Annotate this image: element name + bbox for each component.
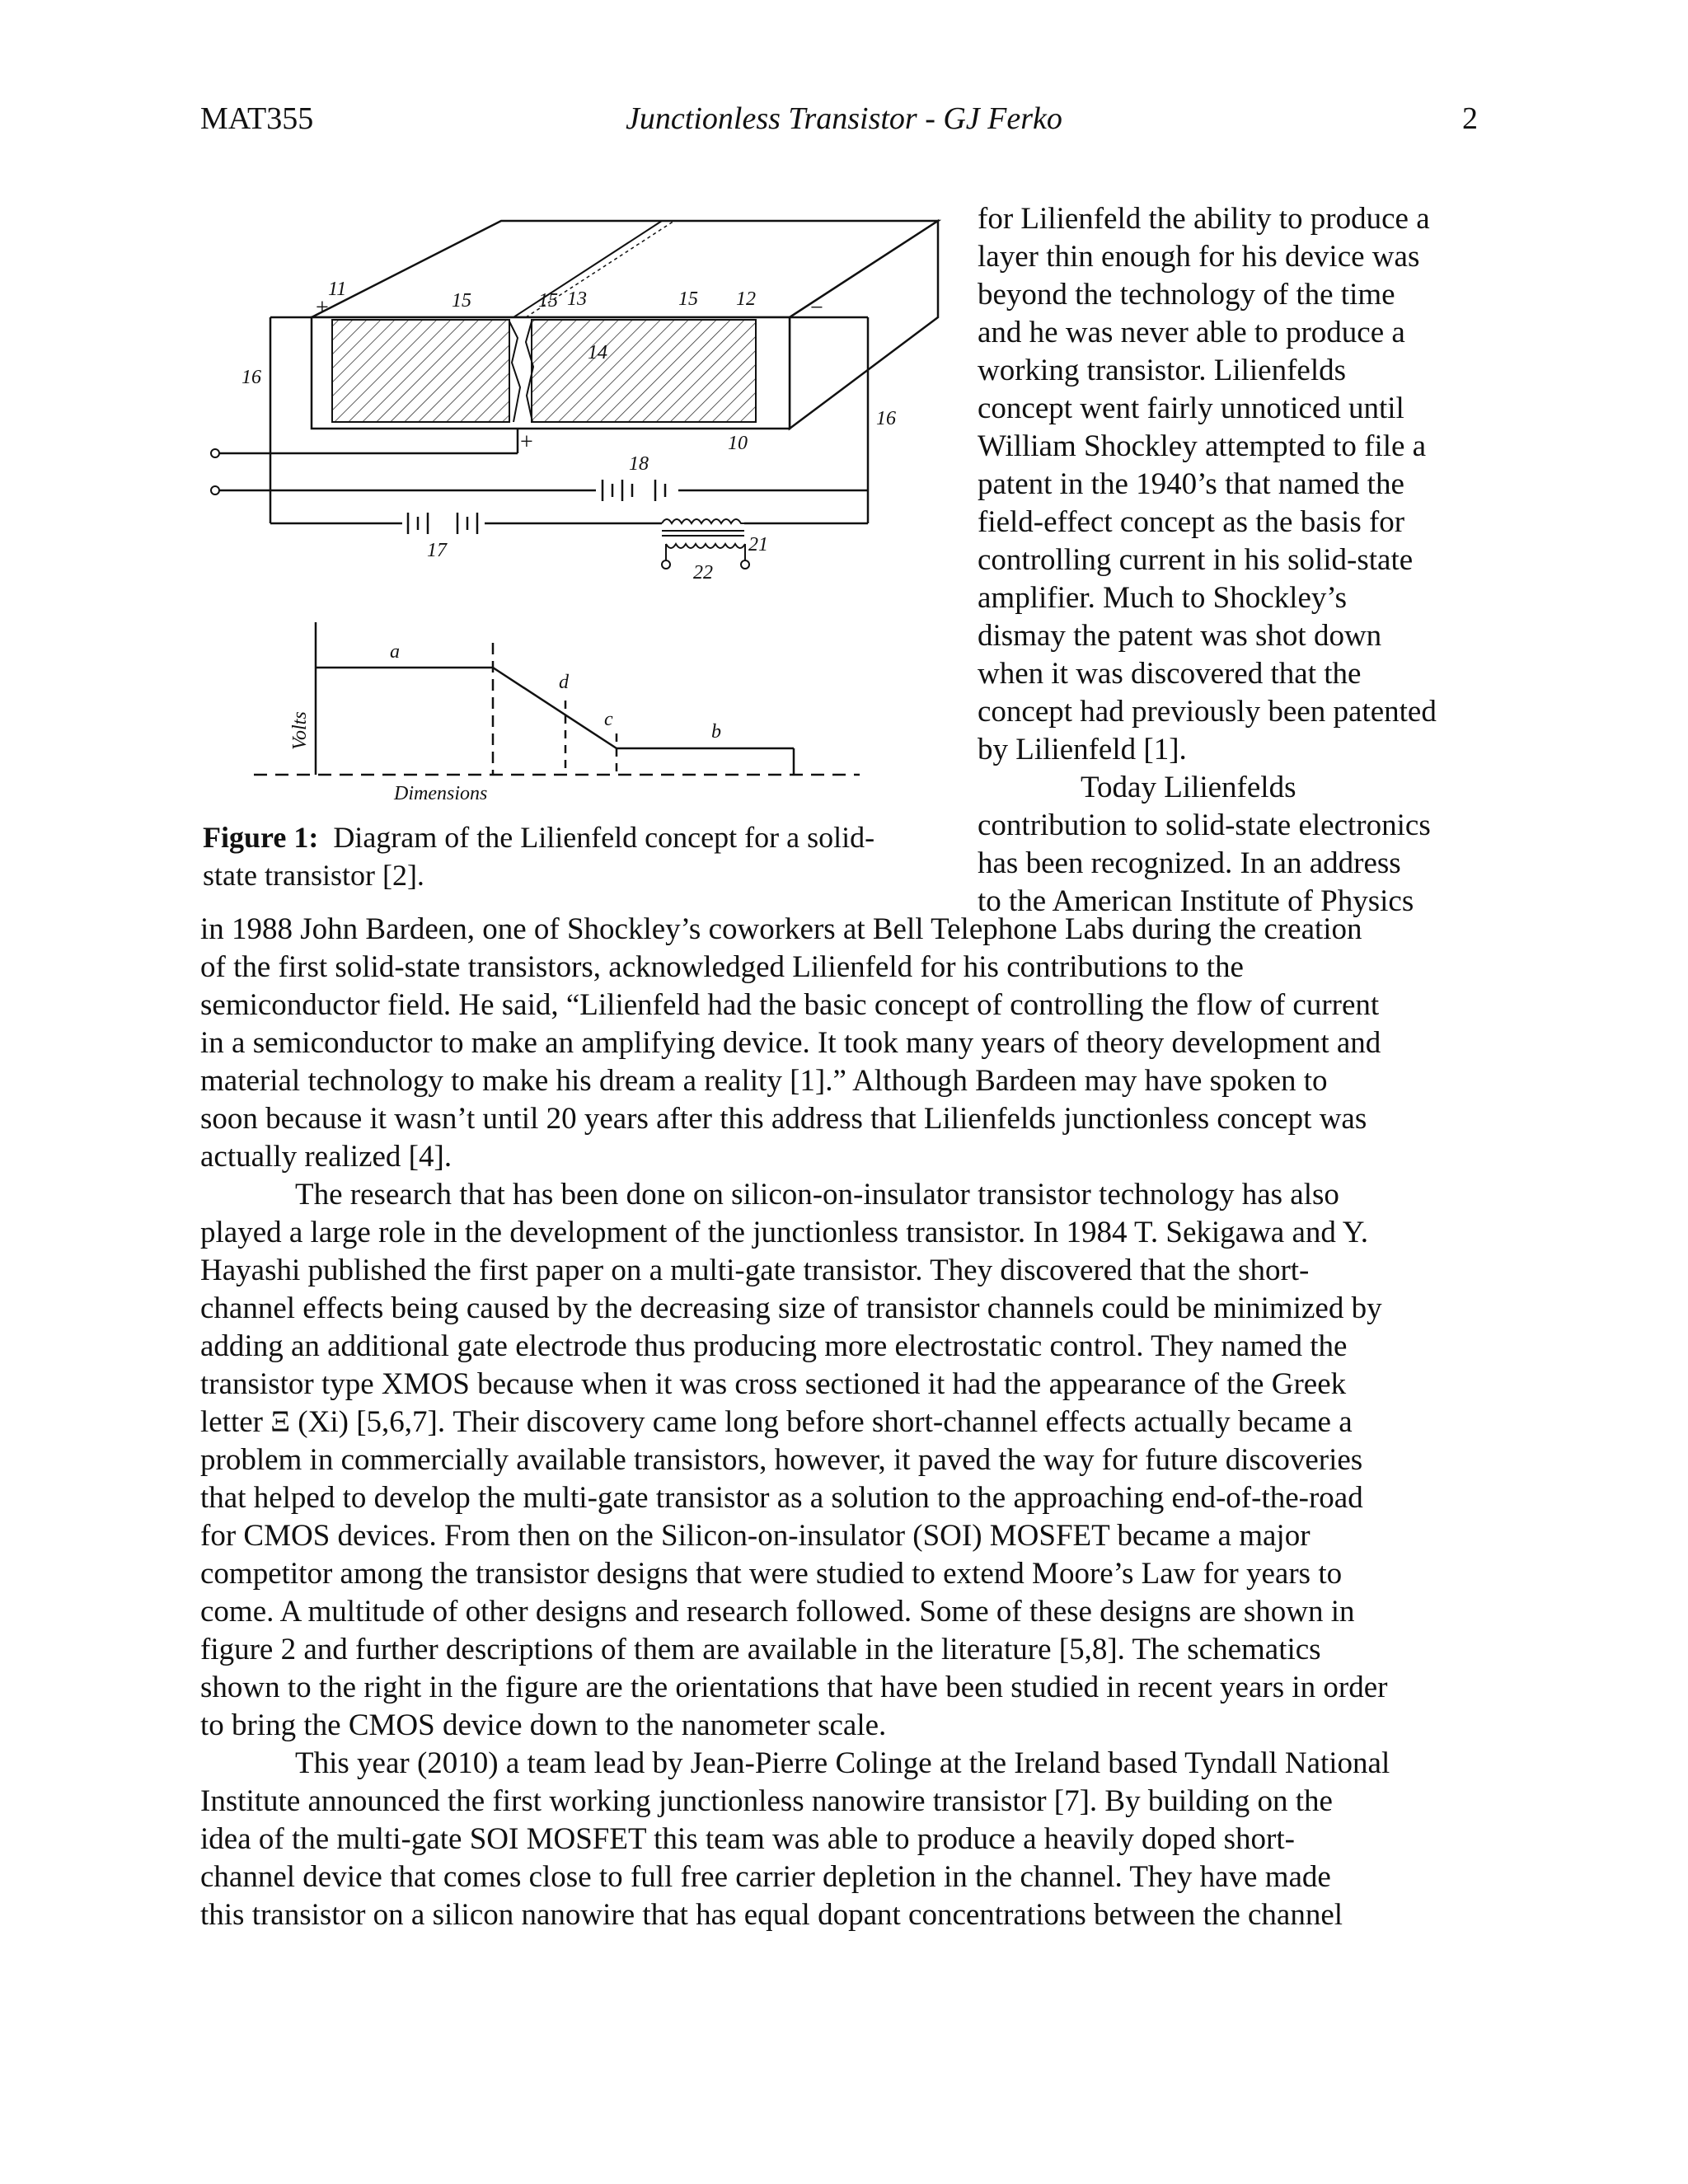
label-d: d	[559, 672, 569, 693]
text-line: when it was discovered that the	[978, 657, 1362, 691]
figure-1	[200, 206, 959, 816]
text-line: figure 2 and further descriptions of them are available in the literature [5,8]. The schematics	[200, 1633, 1321, 1666]
header-title: Junctionless Transistor - GJ Ferko	[626, 101, 1062, 136]
label-a: a	[390, 641, 400, 663]
label-12: 12	[736, 288, 756, 310]
transformer-21-22	[662, 519, 749, 569]
text-line: competitor among the transistor designs that were studied to extend Moore’s Law for years to	[200, 1557, 1343, 1591]
text-line: transistor type XMOS because when it was cross sectioned it had the appearance of the Greek	[200, 1367, 1347, 1401]
text-line: Institute announced the first working junctionless nanowire transistor [7]. By building on the	[200, 1784, 1333, 1818]
caption-label: Figure 1:	[203, 821, 319, 854]
battery-18	[603, 480, 665, 501]
label-13: 13	[567, 288, 587, 310]
text-line: This year (2010) a team lead by Jean-Pierre Colinge at the Ireland based Tyndall National	[295, 1746, 1390, 1780]
text-line: concept went fairly unnoticed until	[978, 391, 1404, 425]
text-line: by Lilienfeld [1].	[978, 733, 1187, 766]
text-line: channel effects being caused by the decreasing size of transistor channels could be minimized by	[200, 1291, 1382, 1325]
text-line: channel device that comes close to full free carrier depletion in the channel. They have made	[200, 1860, 1331, 1894]
text-line: has been recognized. In an address	[978, 846, 1401, 880]
caption-text-1: Diagram of the Lilienfeld concept for a solid-	[333, 821, 875, 854]
label-18: 18	[629, 453, 649, 475]
right-column-text	[978, 200, 1493, 921]
text-line: layer thin enough for his device was	[978, 240, 1420, 274]
caption-text-2: state transistor [2].	[203, 859, 424, 892]
text-line: Hayashi published the first paper on a multi-gate transistor. They discovered that the short-	[200, 1254, 1310, 1287]
text-line: material technology to make his dream a reality [1].” Although Bardeen may have spoken to	[200, 1064, 1328, 1098]
label-15b: 15	[538, 290, 558, 312]
text-line: soon because it wasn’t until 20 years after this address that Lilienfelds junctionless concept was	[200, 1102, 1367, 1136]
body-text	[200, 911, 1494, 1934]
label-10: 10	[728, 433, 748, 454]
figure-1-caption	[203, 818, 957, 894]
text-line: to bring the CMOS device down to the nanometer scale.	[200, 1708, 887, 1742]
label-dimensions: Dimensions	[394, 783, 488, 804]
text-line: patent in the 1940’s that named the	[978, 467, 1404, 501]
text-line: idea of the multi-gate SOI MOSFET this team was able to produce a heavily doped short-	[200, 1822, 1295, 1856]
text-line: this transistor on a silicon nanowire that has equal dopant concentrations between the channel	[200, 1898, 1343, 1932]
voltage-graph	[254, 622, 860, 775]
label-15a: 15	[452, 290, 471, 312]
text-line: beyond the technology of the time	[978, 278, 1395, 312]
label-plus-left: +	[316, 295, 329, 321]
text-line: semiconductor field. He said, “Lilienfeld had the basic concept of controlling the flow of current	[200, 988, 1380, 1022]
header-page-number: 2	[1462, 101, 1478, 136]
text-line: The research that has been done on silicon-on-insulator transistor technology has also	[295, 1178, 1339, 1212]
text-line: to the American Institute of Physics	[978, 884, 1414, 918]
label-b: b	[711, 721, 721, 743]
label-11: 11	[328, 279, 347, 300]
text-line: for CMOS devices. From then on the Silicon-on-insulator (SOI) MOSFET became a major	[200, 1519, 1311, 1553]
text-line: controlling current in his solid-state	[978, 543, 1414, 577]
text-line: shown to the right in the figure are the orientations that have been studied in recent years in order	[200, 1671, 1388, 1704]
text-line: of the first solid-state transistors, acknowledged Lilienfeld for his contributions to the	[200, 950, 1244, 984]
text-line: letter Ξ (Xi) [5,6,7]. Their discovery came long before short-channel effects actually became a	[200, 1405, 1353, 1439]
layer-right	[532, 320, 756, 422]
text-line: played a large role in the development of the junctionless transistor. In 1984 T. Sekigawa and Y.	[200, 1216, 1368, 1249]
text-line: dismay the patent was shot down	[978, 619, 1382, 653]
lilienfeld-diagram	[200, 206, 959, 816]
text-line: working transistor. Lilienfelds	[978, 354, 1347, 387]
text-line: Today Lilienfelds	[1081, 771, 1296, 804]
label-22: 22	[693, 562, 713, 583]
label-15c: 15	[678, 288, 698, 310]
label-plus-center: +	[520, 429, 533, 455]
label-16-left: 16	[241, 367, 261, 388]
label-21: 21	[748, 534, 768, 555]
text-line: field-effect concept as the basis for	[978, 505, 1405, 539]
text-line: concept had previously been patented	[978, 695, 1437, 729]
text-line: in 1988 John Bardeen, one of Shockley’s coworkers at Bell Telephone Labs during the creation	[200, 912, 1362, 946]
label-volts: Volts	[289, 711, 311, 750]
label-minus: −	[810, 295, 823, 321]
text-line: William Shockley attempted to file a	[978, 429, 1427, 463]
layer-left	[332, 320, 509, 422]
text-line: actually realized [4].	[200, 1140, 452, 1174]
text-line: in a semiconductor to make an amplifying device. It took many years of theory development and	[200, 1026, 1381, 1060]
text-line: and he was never able to produce a	[978, 316, 1405, 349]
text-line: problem in commercially available transistors, however, it paved the way for future discoveries	[200, 1443, 1363, 1477]
header-course: MAT355	[200, 101, 314, 136]
text-line: amplifier. Much to Shockley’s	[978, 581, 1348, 615]
label-14: 14	[588, 342, 607, 363]
text-line: contribution to solid-state electronics	[978, 808, 1431, 842]
battery-17	[408, 513, 477, 534]
label-c: c	[604, 709, 613, 730]
text-line: that helped to develop the multi-gate transistor as a solution to the approaching end-of-the-road	[200, 1481, 1363, 1515]
label-16-right: 16	[876, 408, 896, 429]
text-line: adding an additional gate electrode thus producing more electrostatic control. They named the	[200, 1329, 1348, 1363]
label-17: 17	[427, 540, 447, 561]
text-line: come. A multitude of other designs and research followed. Some of these designs are shown in	[200, 1595, 1355, 1629]
text-line: for Lilienfeld the ability to produce a	[978, 202, 1430, 236]
